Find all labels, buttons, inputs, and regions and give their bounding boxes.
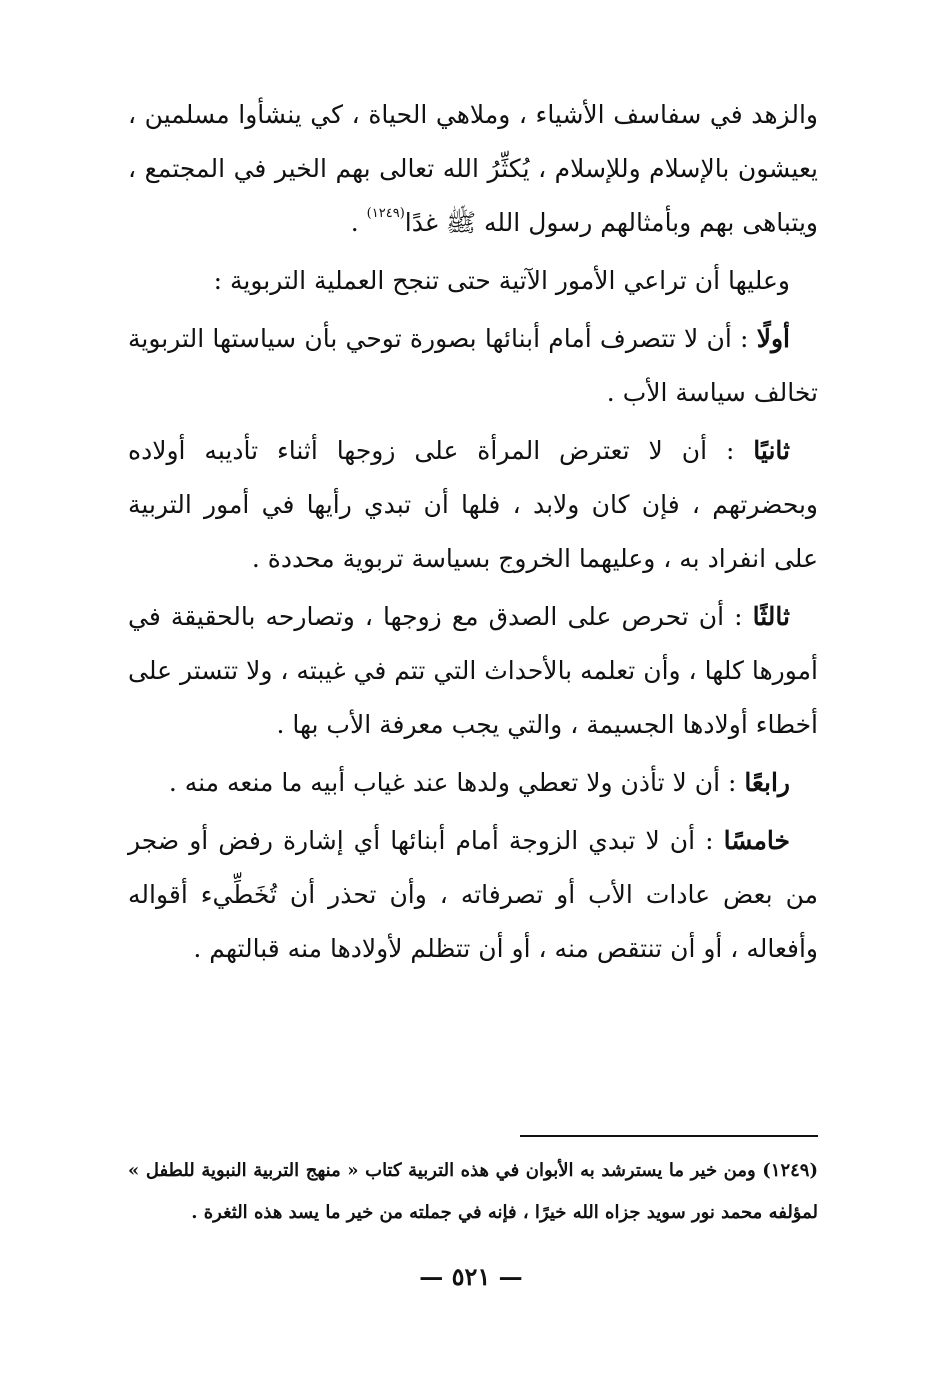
paragraph-intro [128, 88, 818, 250]
paragraph-first [128, 312, 818, 420]
footnote-divider [520, 1135, 818, 1137]
paragraph-conditions-heading [128, 254, 818, 308]
first-text: : أن لا تتصرف أمام أبنائها بصورة توحي بأن سياستها التربوية تخالف سياسة الأب . [128, 324, 818, 407]
paragraph-intro-text: والزهد في سفاسف الأشياء ، وملاهي الحياة ، كي ينشأوا مسلمين ، يعيشون بالإسلام وللإسلام ، يُكثِّرُ الله تعالى بهم الخير في المجتمع ، ويتباهى بهم وبأمثالهم رسول الله ﷺ غدًا [128, 100, 818, 237]
fifth-lead: خامسًا [723, 826, 790, 855]
paragraph-fourth [128, 756, 818, 810]
conditions-heading-text: وعليها أن تراعي الأمور الآتية حتى تنجح العملية التربوية : [213, 266, 790, 295]
paragraph-fifth [128, 814, 818, 976]
footnote-reference[interactable]: (١٢٤٩) [366, 206, 405, 221]
third-lead: ثالثًا [752, 602, 790, 631]
third-text: : أن تحرص على الصدق مع زوجها ، وتصارحه بالحقيقة في أمورها كلها ، وأن تعلمه بالأحداث التي تتم في غيبته ، ولا تتستر على أخطاء أولادها الجسيمة ، والتي يجب معرفة الأب بها . [128, 602, 818, 739]
second-text: : أن لا تعترض المرأة على زوجها أثناء تأديبه أولاده وبحضرتهم ، فإن كان ولابد ، فلها أن تبدي رأيها في أمور التربية على انفراد به ، وعليهما الخروج بسياسة تربوية محددة . [128, 436, 818, 573]
main-text [128, 88, 818, 976]
paragraph-intro-tail: . [350, 208, 367, 237]
first-lead: أولًا [756, 324, 790, 353]
footnote [128, 1150, 818, 1234]
paragraph-third [128, 590, 818, 752]
paragraph-second [128, 424, 818, 586]
fifth-text: : أن لا تبدي الزوجة أمام أبنائها أي إشارة رفض أو ضجر من بعض عادات الأب أو تصرفاته ، وأن تحذر أن تُخَطِّيء أقواله وأفعاله ، أو أن تنتقص منه ، أو أن تتظلم لأولادها منه قبالتهم . [128, 826, 818, 963]
fourth-text: : أن لا تأذن ولا تعطي ولدها عند غياب أبيه ما منعه منه . [168, 768, 745, 797]
second-lead: ثانيًا [753, 436, 790, 465]
page-number: — ٥٢١ — [419, 1262, 523, 1291]
footnote-text: (١٢٤٩) ومن خير ما يسترشد به الأبوان في هذه التربية كتاب « منهج التربية النبوية للطفل » لمؤلفه محمد نور سويد جزاه الله خيرًا ، فإنه في جملته من خير ما يسد هذه الثغرة . [128, 1160, 818, 1223]
fourth-lead: رابعًا [744, 768, 790, 797]
